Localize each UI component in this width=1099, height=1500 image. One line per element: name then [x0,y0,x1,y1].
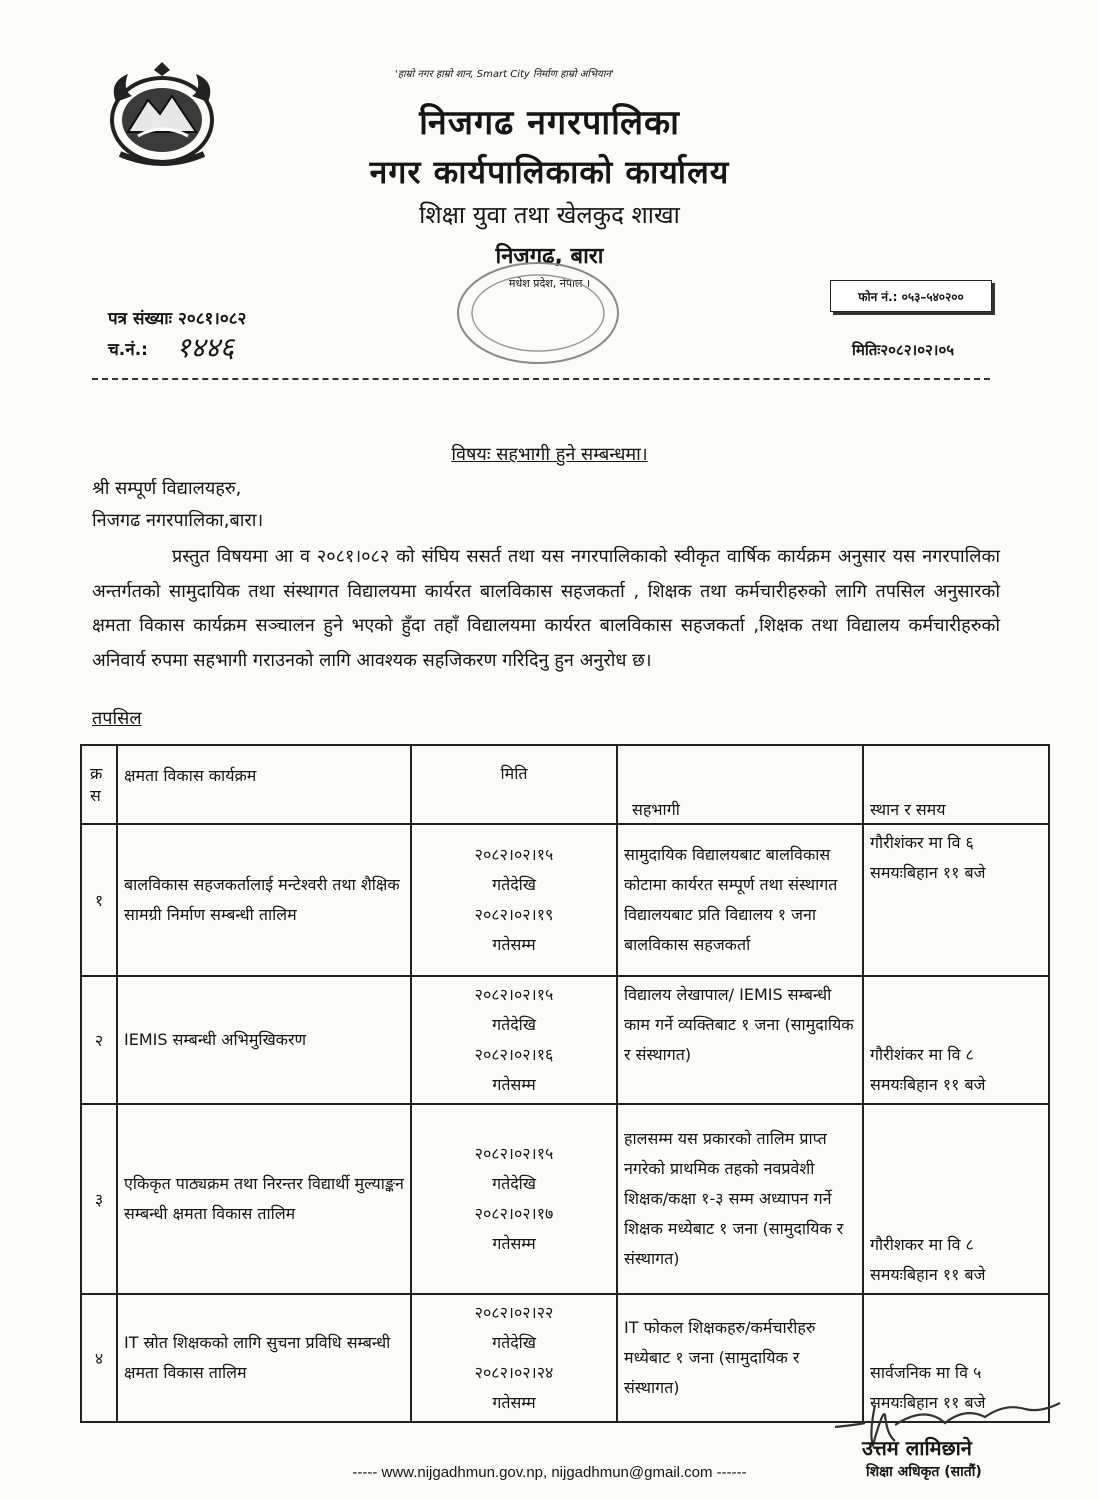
subject-line: विषयः सहभागी हुने सम्बन्धमा। [451,444,648,465]
row-dates [411,1294,617,1422]
header-program: क्षमता विकास कार्यक्रम [117,745,411,824]
row-program: एकिकृत पाठ्यक्रम तथा निरन्तर विद्यार्थी मुल्याङ्कन सम्बन्धी क्षमता विकास तालिम [117,1104,411,1294]
from-word: गतेदेखि [492,875,536,894]
to-word: गतेसम्म [492,1075,536,1094]
date-to: २०८२।०२।१६ [474,1045,554,1064]
place: गौरीशंकर मा वि ६ [870,833,974,852]
row-sn: ३ [81,1104,117,1294]
date-to: २०८२।०२।१९ [474,905,554,924]
place: गौरीशकर मा वि ८ [870,1235,974,1254]
schedule-table [80,744,1050,1423]
to-word: गतेसम्म [492,1234,536,1253]
letter-date: मितिः२०८२।०२।०५ [852,341,955,359]
row-program: IT स्रोत शिक्षकको लागि सुचना प्रविधि सम्बन्धी क्षमता विकास तालिम [117,1294,411,1422]
dispatch-label: च.नं.: [108,340,148,360]
table-row [81,976,1049,1104]
addressee-line-2: निजगढ नगरपालिका,बारा। [92,510,264,531]
row-dates [411,1104,617,1294]
row-participants: IT फोकल शिक्षकहरु/कर्मचारीहरु मध्येबाट १ जना (सामुदायिक र संस्थागत) [617,1294,863,1422]
location: निजगढ, बारा [495,244,604,269]
date-from: २०८२।०२।१५ [474,1144,554,1163]
dispatch-number-handwritten: १४४६ [176,331,235,364]
office-name: नगर कार्यपालिकाको कार्यालय [369,153,730,191]
office-stamp-icon [450,258,625,368]
row-dates [411,824,617,976]
header-place-time: स्थान र समय [863,745,1049,824]
table-row [81,1104,1049,1294]
row-sn: २ [81,976,117,1104]
letter-body-text: प्रस्तुत विषयमा आ व २०८१।०८२ को संघिय ससर्त तथा यस नगरपालिकाको स्वीकृत वार्षिक कार्यक्रम अनुसार यस नगरपालिका अन्तर्गतको सामुदायिक तथा संस्थागत विद्यालयमा कार्यरत बालविकास सहजकर्ता , शिक्षक तथा कर्मचारीहरुको लागि तपसिल अनुसारको क्षमता विकास कार्यक्रम सञ्चालन हुने भएको हुँदा तहाँ विद्यालयमा कार्यरत बालविकास सहजकर्ता ,शिक्षक तथा विद्यालय कर्मचारीहरुको अनिवार्य रुपमा सहभागी गराउनको लागि आवश्यक सहजिकरण गरिदिनु हुन अनुरोध छ। [92,546,1000,671]
municipality-name: निजगढ नगरपालिका [419,103,680,143]
to-word: गतेसम्म [492,935,536,954]
date-from: २०८२।०२।१५ [474,985,554,1004]
letter-body [92,540,1000,678]
row-participants: हालसम्म यस प्रकारको तालिम प्राप्त नगरेको प्राथमिक तहको नवप्रवेशी शिक्षक/कक्षा १-३ सम्म अध्यापन गर्ने शिक्षक मध्येबाट १ जना (सामुदायिक र संस्थागत) [617,1104,863,1294]
row-participants: विद्यालय लेखापाल/ IEMIS सम्बन्धी काम गर्ने व्यक्तिबाट १ जना (सामुदायिक र संस्थागत) [617,976,863,1104]
signer-title: शिक्षा अधिकृत (सातौं) [866,1464,982,1480]
row-sn: ४ [81,1294,117,1422]
time: समयःबिहान ११ बजे [870,1075,986,1094]
date-to: २०८२।०२।२४ [474,1363,554,1382]
footer-contact: ----- www.nijgadhmun.gov.np, nijgadhmun@gmail.com ------ [352,1464,747,1481]
time: समयःबिहान ११ बजे [870,1265,986,1284]
from-word: गतेदेखि [492,1015,536,1034]
date-from: २०८२।०२।१५ [474,845,554,864]
row-dates [411,976,617,1104]
date-to: २०८२।०२।१७ [474,1204,554,1223]
time: समयःबिहान ११ बजे [870,863,986,882]
row-program: IEMIS सम्बन्धी अभिमुखिकरण [117,976,411,1104]
place: गौरीशंकर मा वि ८ [870,1045,974,1064]
header-participants: सहभागी [617,745,863,824]
reference-number: पत्र संख्याः २०८१।०८२ [108,309,247,329]
branch-name: शिक्षा युवा तथा खेलकुद शाखा [419,201,680,229]
signer-name: उत्तम लामिछाने [862,1436,972,1460]
to-word: गतेसम्म [492,1393,536,1412]
place: सार्वजनिक मा वि ५ [870,1363,982,1382]
row-participants: सामुदायिक विद्यालयबाट बालविकास कोटामा कार्यरत सम्पूर्ण तथा संस्थागत विद्यालयबाट प्रति विद्यालय १ जना बालविकास सहजकर्ता [617,824,863,976]
from-word: गतेदेखि [492,1333,536,1352]
row-sn: १ [81,824,117,976]
schedule-heading: तपसिल [92,708,142,729]
addressee-line-1: श्री सम्पूर्ण विद्यालयहरु, [92,478,242,499]
table-header-row [81,745,1049,824]
header-date: मिति [411,745,617,824]
row-place-time [863,824,1049,976]
row-place-time [863,976,1049,1104]
table-row [81,824,1049,976]
slogan: 'हाम्रो नगर हाम्रो शान, Smart City निर्माण हाम्रो अभियान' [395,69,614,80]
header-divider [92,378,990,380]
row-program: बालविकास सहजकर्तालाई मन्टेश्वरी तथा शैक्षिक सामग्री निर्माण सम्बन्धी तालिम [117,824,411,976]
header-sn: क्र स [81,745,117,824]
time: समयःबिहान ११ बजे [870,1393,986,1412]
province: मधेश प्रदेश, नेपाल । [508,277,591,290]
row-place-time [863,1104,1049,1294]
from-word: गतेदेखि [492,1174,536,1193]
date-from: २०८२।०२।२२ [474,1303,554,1322]
phone-box: फोन नं.: ०५३–५४०२०० [830,280,992,312]
